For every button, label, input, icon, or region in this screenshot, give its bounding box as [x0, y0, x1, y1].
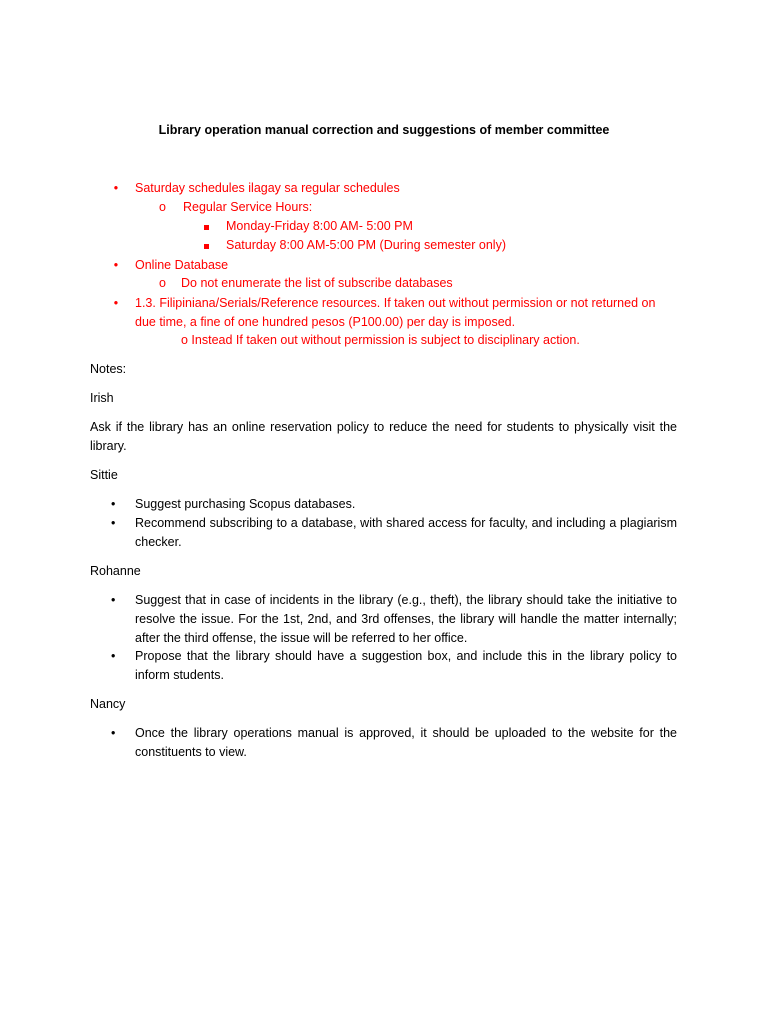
- member-name-irish: Irish: [90, 391, 114, 405]
- sub-bullet-icon: o: [159, 200, 166, 214]
- rohanne-suggestion-1: Suggest that in case of incidents in the library (e.g., theft), the library should take the initiative to resolve the issue. For the 1st, 2nd, and 3rd offenses, the library will handle the matter internally; after the third offense, the issue will be referred to her office.: [135, 593, 677, 645]
- correction-subitem-disciplinary: o Instead If taken out without permission is subject to disciplinary action.: [181, 333, 580, 347]
- notes-heading: Notes:: [90, 362, 127, 376]
- member-name-sittie: Sittie: [90, 468, 118, 482]
- correction-subsubitem-weekday-hours: Monday-Friday 8:00 AM- 5:00 PM: [226, 219, 413, 233]
- bullet-icon: •: [111, 726, 116, 740]
- correction-item-filipiniana-line2: due time, a fine of one hundred pesos (P100.00) per day is imposed.: [135, 315, 516, 329]
- correction-item-saturday: Saturday schedules ilagay sa regular schedules: [135, 181, 400, 195]
- square-bullet-icon: [204, 236, 209, 255]
- member-name-nancy: Nancy: [90, 697, 126, 711]
- nancy-suggestion-1: Once the library operations manual is approved, it should be uploaded to the website for the constituents to view.: [135, 726, 677, 759]
- bullet-icon: •: [111, 593, 116, 607]
- correction-item-online-database: Online Database: [135, 258, 229, 272]
- correction-subsubitem-saturday-hours: Saturday 8:00 AM-5:00 PM (During semester only): [226, 238, 506, 252]
- bullet-icon: •: [113, 258, 119, 272]
- square-bullet-icon: [204, 217, 209, 236]
- sittie-suggestion-1: Suggest purchasing Scopus databases.: [135, 497, 356, 511]
- bullet-icon: •: [113, 181, 119, 195]
- sittie-suggestion-2: Recommend subscribing to a database, with shared access for faculty, and including a plagiarism checker.: [135, 516, 677, 549]
- correction-subitem-service-hours: Regular Service Hours:: [183, 200, 313, 214]
- bullet-icon: •: [111, 516, 116, 530]
- correction-item-filipiniana-line1: 1.3. Filipiniana/Serials/Reference resources. If taken out without permission or not returned on: [135, 296, 656, 310]
- bullet-icon: •: [111, 497, 116, 511]
- irish-note: Ask if the library has an online reservation policy to reduce the need for students to physically visit the library.: [90, 420, 677, 453]
- correction-subitem-databases: Do not enumerate the list of subscribe databases: [181, 276, 453, 290]
- member-name-rohanne: Rohanne: [90, 564, 141, 578]
- sub-bullet-icon: o: [159, 276, 166, 290]
- rohanne-suggestion-2: Propose that the library should have a suggestion box, and include this in the library policy to inform students.: [135, 649, 677, 682]
- bullet-icon: •: [111, 649, 116, 663]
- bullet-icon: •: [113, 296, 119, 310]
- document-title: Library operation manual correction and suggestions of member committee: [158, 123, 610, 137]
